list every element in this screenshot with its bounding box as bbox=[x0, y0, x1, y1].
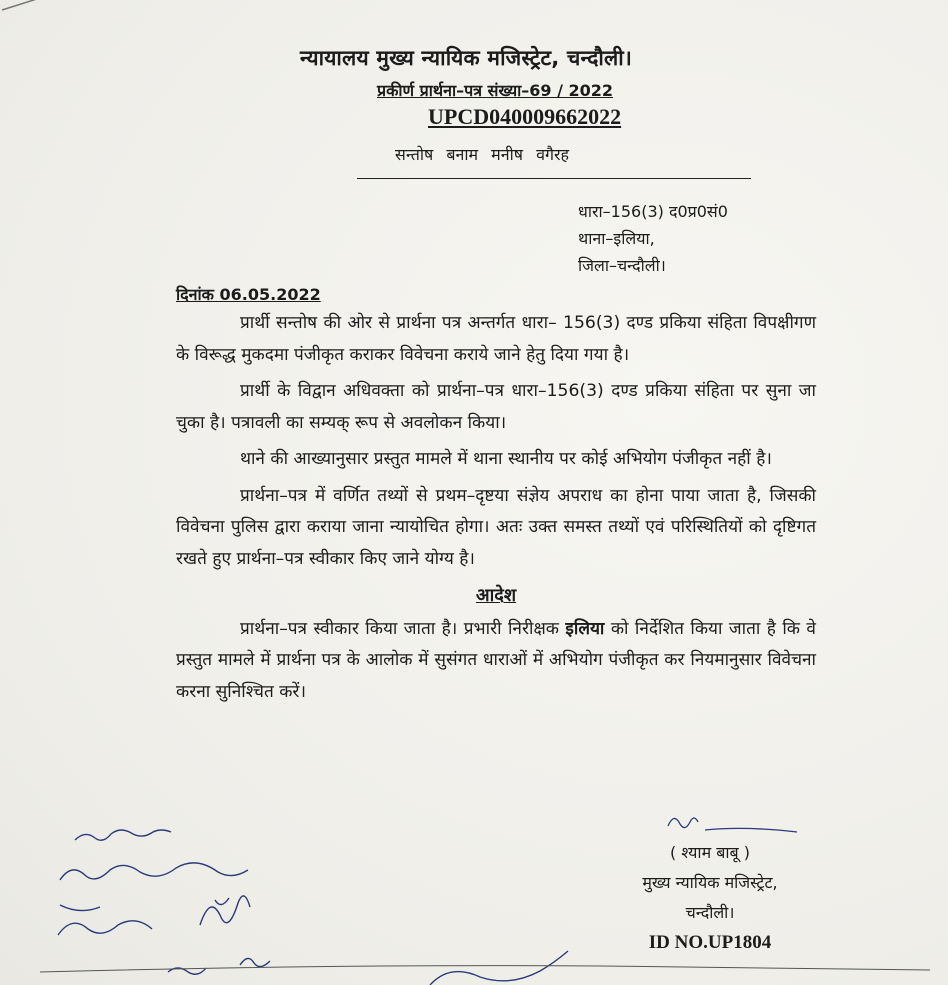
pencil-stroke-corner bbox=[2, 0, 40, 10]
signature-block bbox=[590, 838, 830, 958]
header-divider bbox=[357, 178, 751, 179]
parties: सन्तोष बनाम मनीष वगैरह bbox=[395, 145, 570, 164]
police-station-line: थाना–इलिया, bbox=[578, 229, 655, 248]
order-body bbox=[176, 308, 816, 713]
magistrate-name: ( श्याम बाबू ) bbox=[670, 843, 750, 862]
order-date: दिनांक 06.05.2022 bbox=[176, 285, 321, 304]
paragraph-finding: प्रार्थना–पत्र में वर्णित तथ्यों से प्रथम–दृष्टया संज्ञेय अपराध का होना पाया जाता है, जिसकी विवेचना पुलिस द्वारा कराया जाना न्यायोचित होगा। अतः उक्त समस्त तथ्यों एवं परिस्थितियों को दृष्टिगत रखते हुए प्रार्थना–पत्र स्वीकार किए जाने योग्य है। bbox=[176, 485, 816, 569]
magistrate-place: चन्दौली। bbox=[685, 903, 735, 922]
cnr-number: UPCD040009662022 bbox=[428, 104, 622, 129]
order-text-start: प्रार्थना–पत्र स्वीकार किया जाता है। प्रभारी निरीक्षक bbox=[240, 618, 566, 639]
order-heading: आदेश bbox=[475, 585, 517, 606]
magistrate-designation: मुख्य न्यायिक मजिस्ट्रेट, bbox=[642, 873, 778, 892]
section-info bbox=[578, 198, 728, 279]
signature-scribble bbox=[668, 818, 797, 832]
district-line: जिला–चन्दौली। bbox=[578, 256, 666, 275]
police-station-name: इलिया bbox=[565, 618, 605, 639]
section-line: धारा–156(3) द0प्र0सं0 bbox=[578, 202, 728, 221]
paragraph-police-report: थाने की आख्यानुसार प्रस्तुत मामले में थाना स्थानीय पर कोई अभियोग पंजीकृत नहीं है। bbox=[240, 449, 772, 469]
order-text-end: को निर्देशित किया जाता है कि वे प्रस्तुत मामले में प्रार्थना पत्र के आलोक में सुसंगत धाराओं में अभियोग पंजीकृत कर नियमानुसार विवेचना करना सुनिश्चित करें। bbox=[176, 618, 816, 702]
paragraph-application: प्रार्थी सन्तोष की ओर से प्रार्थना पत्र अन्तर्गत धारा– 156(3) दण्ड प्रकिया संहिता विपक्षीगण के विरूद्ध मुकदमा पंजीकृत कराकर विवेचना कराये जाने हेतु दिया गया है। bbox=[176, 313, 816, 365]
court-title: न्यायालय मुख्य न्यायिक मजिस्ट्रेट, चन्दौली। bbox=[300, 46, 633, 70]
paragraph-order bbox=[176, 614, 816, 709]
magistrate-id: ID NO.UP1804 bbox=[648, 932, 772, 953]
paragraph-hearing: प्रार्थी के विद्वान अधिवक्ता को प्रार्थना–पत्र धारा–156(3) दण्ड प्रकिया संहिता पर सुना जा चुका है। पत्रावली का सम्यक् रूप से अवलोकन किया। bbox=[176, 381, 816, 433]
case-number: प्रकीर्ण प्रार्थना–पत्र संख्या–69 / 2022 bbox=[377, 81, 614, 100]
